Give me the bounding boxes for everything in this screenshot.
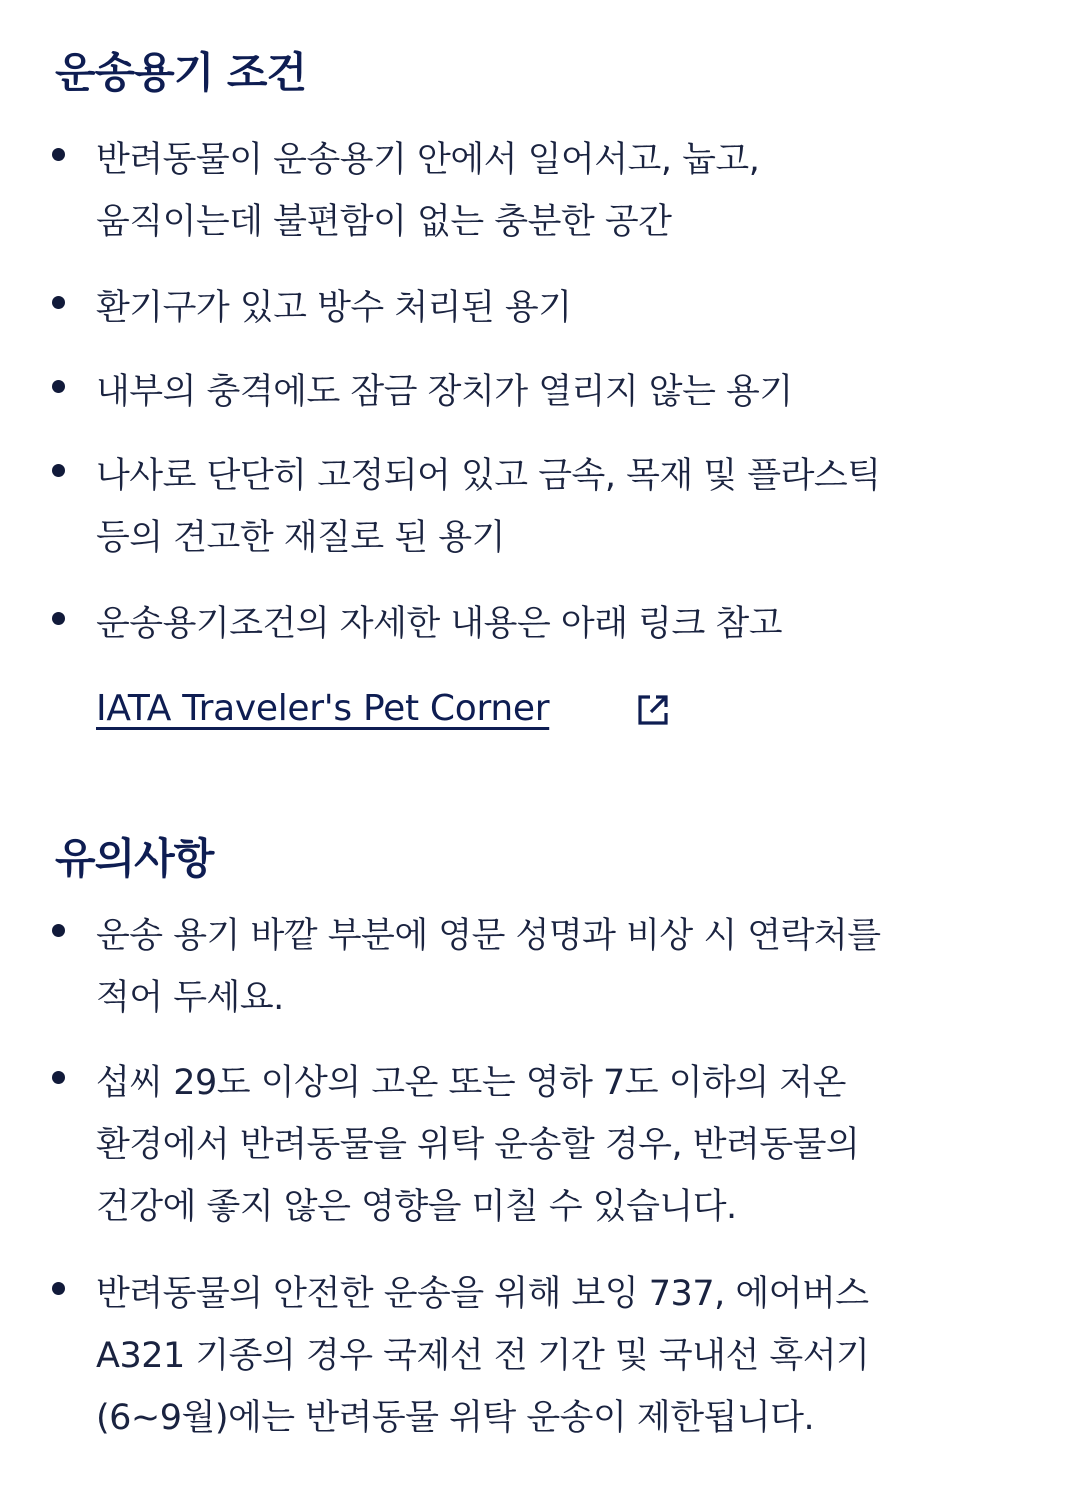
list-item-text: 섭씨 29도 이상의 고온 또는 영하 7도 이하의 저온 환경에서 반려동물을 위탁 운송할 경우, 반려동물의 건강에 좋지 않은 영향을 미칠 수 있습니다.: [96, 1063, 860, 1227]
list-item-text: 반려동물의 안전한 운송을 위해 보잉 737, 에어버스 A321 기종의 경우 국제선 전 기간 및 국내선 혹서기 (6~9월)에는 반려동물 위탁 운송이 제한됩니다.: [96, 1274, 870, 1438]
external-link-icon[interactable]: [636, 693, 670, 727]
list-item-text: 운송용기조건의 자세한 내용은 아래 링크 참고: [96, 604, 783, 644]
section-title-notes: 유의사항: [55, 834, 214, 883]
bullet-dot-icon: [52, 612, 65, 625]
bullet-dot-icon: [52, 148, 65, 161]
list-item-text: 나사로 단단히 고정되어 있고 금속, 목재 및 플라스틱 등의 견고한 재질로 된 용기: [96, 456, 881, 558]
iata-pet-corner-link-label: IATA Traveler's Pet Corner: [96, 688, 550, 729]
list-item-text: 환기구가 있고 방수 처리된 용기: [96, 288, 572, 328]
iata-pet-corner-link[interactable]: [96, 684, 549, 734]
list-item-text: 반려동물이 운송용기 안에서 일어서고, 눕고, 움직이는데 불편함이 없는 충분한 공간: [96, 140, 760, 242]
section-title-carrier: 운송용기 조건: [55, 48, 307, 97]
bullet-dot-icon: [52, 380, 65, 393]
bullet-dot-icon: [52, 924, 65, 937]
list-item-text: 내부의 충격에도 잠금 장치가 열리지 않는 용기: [96, 372, 793, 412]
list-item-text: 운송 용기 바깥 부분에 영문 성명과 비상 시 연락처를 적어 두세요.: [96, 916, 881, 1018]
bullet-dot-icon: [52, 1071, 65, 1084]
bullet-dot-icon: [52, 464, 65, 477]
bullet-dot-icon: [52, 1282, 65, 1295]
bullet-dot-icon: [52, 296, 65, 309]
